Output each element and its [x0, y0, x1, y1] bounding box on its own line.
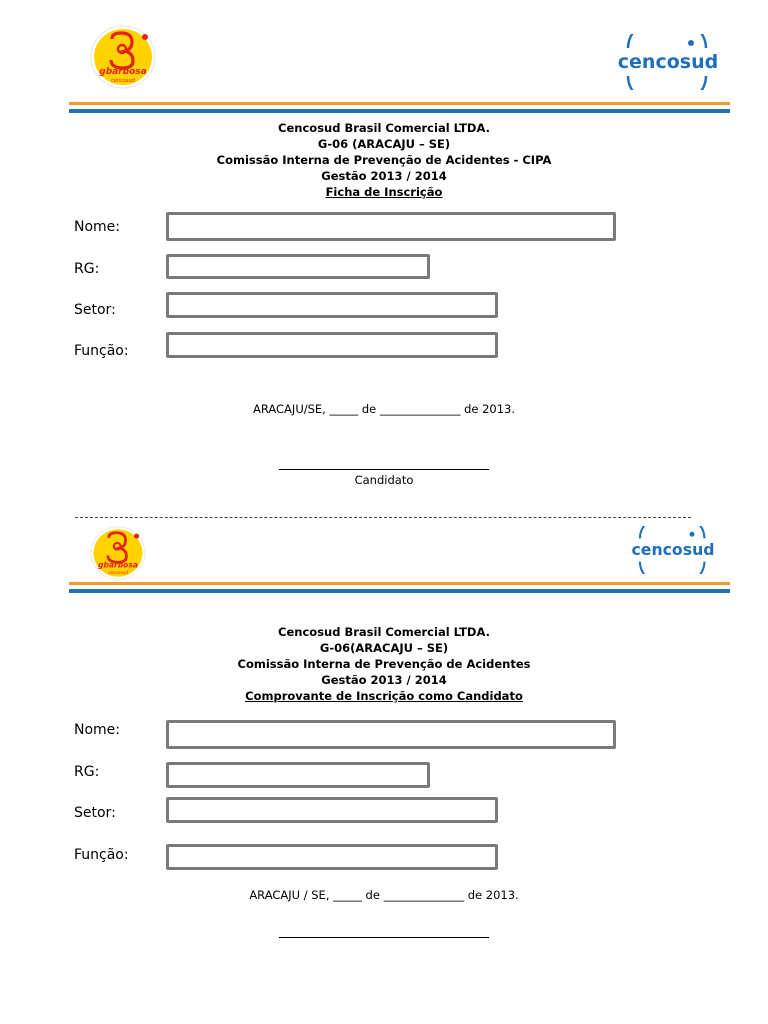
date-line: ARACAJU/SE, _____ de ______________ de 2013.: [252, 402, 516, 416]
gbarbosa-logo-subtext: cencosud: [108, 570, 128, 576]
setor-label: Setor:: [74, 805, 116, 821]
signature-line[interactable]: [279, 469, 489, 470]
nome-input[interactable]: [166, 212, 616, 241]
form-heading: [0, 120, 768, 200]
rg-input[interactable]: [166, 762, 430, 788]
gbarbosa-logo: [90, 25, 156, 89]
signature-caption: Candidato: [354, 473, 414, 487]
header-band: [69, 582, 730, 593]
receipt-heading: [0, 624, 768, 704]
registration-form: [0, 0, 768, 500]
unit-name: G-06(ARACAJU – SE): [319, 641, 449, 655]
funcao-label: Função:: [74, 847, 129, 863]
cencosud-logo-text: cencosud: [617, 51, 719, 73]
setor-label: Setor:: [74, 302, 116, 318]
setor-input[interactable]: [166, 797, 498, 823]
funcao-label: Função:: [74, 343, 129, 359]
cencosud-logo: [630, 526, 716, 579]
committee-name: Comissão Interna de Prevenção de Acidentes - CIPA: [216, 153, 552, 167]
gbarbosa-logo-text: gbarbosa: [98, 560, 138, 570]
gbarbosa-logo-text: gbarbosa: [99, 67, 147, 77]
rg-label: RG:: [74, 261, 100, 277]
term-text: Gestão 2013 / 2014: [321, 169, 447, 183]
unit-name: G-06 (ARACAJU – SE): [317, 137, 451, 151]
term-text: Gestão 2013 / 2014: [321, 673, 447, 687]
rg-label: RG:: [74, 764, 100, 780]
cencosud-logo-text: cencosud: [631, 539, 715, 559]
company-name: Cencosud Brasil Comercial LTDA.: [278, 121, 490, 135]
gbarbosa-logo: [90, 526, 146, 580]
nome-input[interactable]: [166, 720, 616, 749]
nome-label: Nome:: [74, 722, 121, 738]
signature-line[interactable]: [279, 937, 489, 938]
setor-input[interactable]: [166, 292, 498, 318]
gbarbosa-logo-subtext: cencosud: [111, 78, 135, 84]
receipt-title: Comprovante de Inscrição como Candidato: [245, 689, 523, 703]
nome-label: Nome:: [74, 219, 121, 235]
funcao-input[interactable]: [166, 844, 498, 870]
header-band: [69, 102, 730, 113]
committee-name: Comissão Interna de Prevenção de Acidentes: [237, 657, 531, 671]
company-name: Cencosud Brasil Comercial LTDA.: [278, 625, 490, 639]
cencosud-logo: [616, 34, 720, 95]
rg-input[interactable]: [166, 254, 430, 279]
funcao-input[interactable]: [166, 332, 498, 358]
registration-receipt: [0, 520, 768, 1024]
cut-line: [75, 517, 691, 518]
date-line: ARACAJU / SE, _____ de ______________ de 2013.: [249, 888, 519, 902]
form-title: Ficha de Inscrição: [325, 185, 443, 199]
